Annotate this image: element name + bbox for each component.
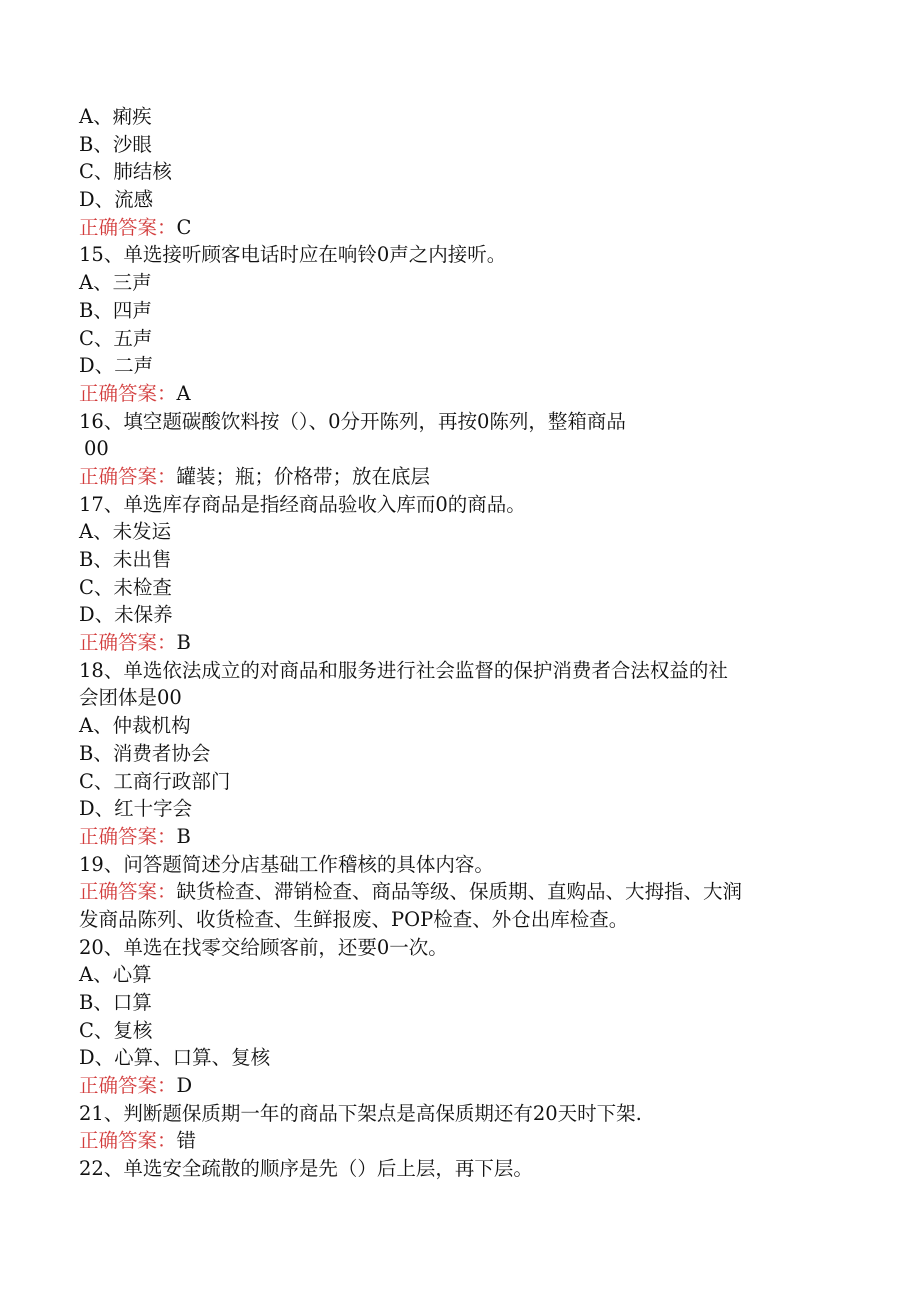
option-line: C、复核 — [79, 1018, 153, 1042]
answer-label: 正确答案： — [79, 880, 177, 904]
option-line: C、五声 — [79, 326, 153, 350]
option-line: A、仲裁机构 — [79, 714, 191, 738]
answer-line — [79, 1127, 839, 1155]
answer-line — [79, 1072, 839, 1100]
answer-line — [79, 878, 839, 906]
answer-line — [79, 214, 839, 242]
answer-label: 正确答案： — [79, 215, 177, 239]
question-line: 20、单选在找零交给顾客前，还要0一次。 — [79, 935, 448, 959]
answer-value: A — [176, 381, 191, 405]
question-line: 16、填空题碳酸饮料按（）、0分开陈列，再按0陈列，整箱商品 — [79, 409, 626, 433]
question-line: 19、问答题简述分店基础工作稽核的具体内容。 — [79, 852, 494, 876]
option-line: B、四声 — [79, 298, 152, 322]
option-line: B、消费者协会 — [79, 741, 211, 765]
answer-value: C — [176, 215, 192, 239]
option-line: C、工商行政部门 — [79, 769, 231, 793]
question-line: 21、判断题保质期一年的商品下架点是高保质期还有20天时下架. — [79, 1101, 642, 1125]
option-line: B、未出售 — [79, 548, 172, 571]
answer-value: 罐装；瓶；价格带；放在底层 — [176, 464, 431, 488]
option-line: D、未保养 — [79, 603, 173, 627]
answer-line — [79, 380, 839, 408]
question-line: 22、单选安全疏散的顺序是先（）后上层，再下层。 — [79, 1157, 533, 1181]
answer-label: 正确答案： — [79, 824, 177, 848]
continuation-line: 00 — [84, 437, 109, 461]
answer-value: D — [176, 1074, 193, 1098]
option-line: D、流感 — [79, 188, 154, 212]
option-line: A、心算 — [79, 963, 152, 987]
option-line: A、三声 — [79, 271, 152, 295]
answer-label: 正确答案： — [79, 464, 177, 488]
option-line: D、红十字会 — [79, 797, 193, 821]
answer-value: B — [176, 824, 191, 848]
question-line: 会团体是00 — [79, 686, 182, 710]
option-line: A、痢疾 — [79, 105, 152, 128]
option-line: C、肺结核 — [79, 160, 172, 184]
answer-line — [79, 463, 839, 491]
question-line: 发商品陈列、收货检查、生鲜报废、POP检查、外仓出库检查。 — [79, 907, 629, 931]
answer-label: 正确答案： — [79, 381, 177, 405]
option-line: D、二声 — [79, 354, 154, 378]
answer-value: B — [176, 631, 191, 655]
option-line: B、沙眼 — [79, 132, 152, 156]
option-line: B、口算 — [79, 991, 152, 1014]
option-line: D、心算、口算、复核 — [79, 1046, 271, 1070]
option-line: C、未检查 — [79, 575, 172, 599]
question-line: 15、单选接听顾客电话时应在响铃0声之内接听。 — [79, 243, 507, 267]
document-body — [79, 103, 839, 1183]
answer-value: 错 — [176, 1129, 197, 1153]
answer-value: 缺货检查、滞销检查、商品等级、保质期、直购品、大拇指、大润 — [176, 880, 743, 904]
question-line: 17、单选库存商品是指经商品验收入库而0的商品。 — [79, 492, 526, 516]
option-line: A、未发运 — [79, 520, 172, 544]
answer-line — [79, 823, 839, 851]
answer-line — [79, 629, 839, 657]
answer-label: 正确答案： — [79, 1074, 177, 1098]
answer-label: 正确答案： — [79, 1129, 177, 1153]
answer-label: 正确答案： — [79, 631, 177, 655]
question-line: 18、单选依法成立的对商品和服务进行社会监督的保护消费者合法权益的社 — [79, 658, 728, 682]
